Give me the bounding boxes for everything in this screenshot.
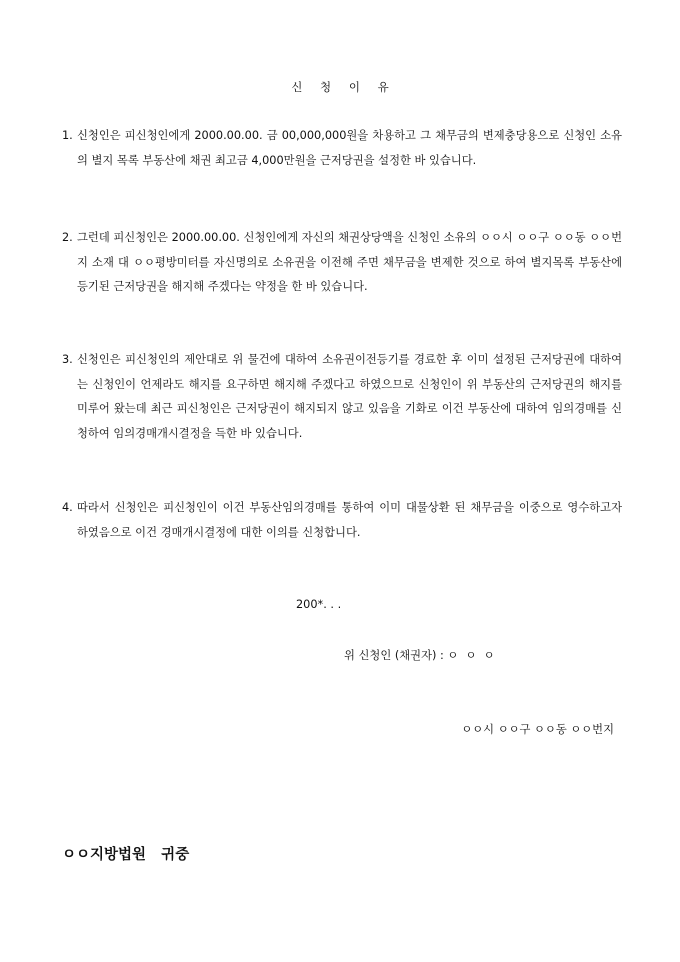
paragraph-number: 4. bbox=[62, 501, 73, 514]
paragraph-text: 신청인은 피신청인에게 2000.00.00. 금 00,000,000원을 차용하고 그 채무금의 변제충당용으로 신청인 소유의 별지 목록 부동산에 채권 최고금 4,000만원을 근저당권을 설정한 바 있습니다. bbox=[77, 129, 622, 167]
paragraph-number: 2. bbox=[62, 231, 73, 244]
paragraph-number: 1. bbox=[62, 129, 73, 142]
applicant-signature-line: 위 신청인 (채권자) : ㅇ ㅇ ㅇ bbox=[344, 649, 495, 662]
document-title: 신 청 이 유 bbox=[291, 80, 389, 94]
reason-paragraph-2 bbox=[62, 226, 622, 300]
reason-paragraph-4 bbox=[62, 496, 622, 545]
applicant-address: ㅇㅇ시 ㅇㅇ구 ㅇㅇ동 ㅇㅇ번지 bbox=[461, 723, 614, 736]
paragraph-text: 그런데 피신청인은 2000.00.00. 신청인에게 자신의 채권상당액을 신청인 소유의 ㅇㅇ시 ㅇㅇ구 ㅇㅇ동 ㅇㅇ번지 소재 대 ㅇㅇ평방미터를 자신명의로 소유권을 이전해 주면 채무금을 변제한 것으로 하여 별지목록 부동산에 등기된 근저당권을 해지해 주겠다는 약정을 한 바 있습니다. bbox=[77, 231, 622, 293]
reason-paragraph-3 bbox=[62, 348, 622, 446]
reason-paragraph-1 bbox=[62, 124, 622, 173]
paragraph-text: 따라서 신청인은 피신청인이 이건 부동산임의경매를 통하여 이미 대물상환 된 채무금을 이중으로 영수하고자 하였음으로 이건 경매개시결정에 대한 이의를 신청합니다. bbox=[77, 501, 622, 539]
filing-date: 200*. . . bbox=[296, 598, 342, 611]
paragraph-text: 신청인은 피신청인의 제안대로 위 물건에 대하여 소유권이전등기를 경료한 후 이미 설정된 근저당권에 대하여는 신청인이 언제라도 해지를 요구하면 해지해 주겠다고 하였으므로 신청인이 위 부동산의 근저당권의 해지를 미루어 왔는데 최근 피신청인은 근저당권이 해지되지 않고 있음을 기화로 이건 부동산에 대하여 임의경매를 신청하여 임의경매개시결정을 득한 바 있습니다. bbox=[77, 353, 622, 440]
court-addressee: ㅇㅇ지방법원 귀중 bbox=[62, 847, 190, 863]
paragraph-number: 3. bbox=[62, 353, 73, 366]
